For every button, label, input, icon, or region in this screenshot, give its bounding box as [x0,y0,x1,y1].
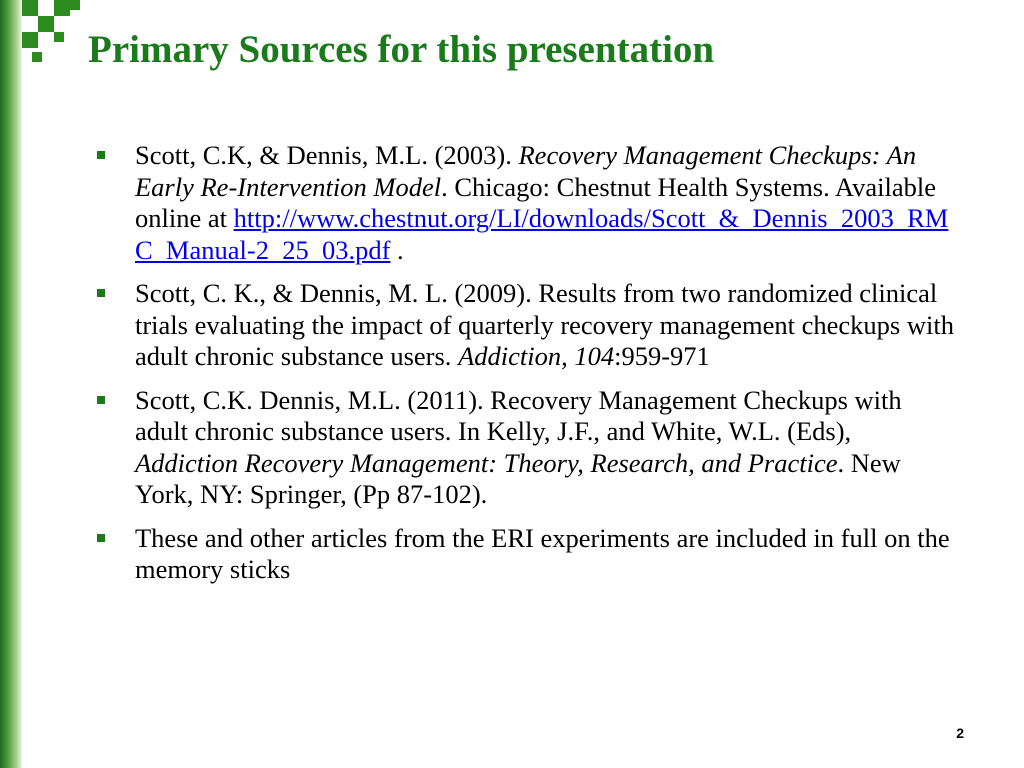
square-bullet-icon [97,151,105,159]
reference-text: Scott, C.K. Dennis, M.L. (2011). Recovery Management Checkups with adult chronic substance users. In Kelly, J.F., and White, W.L. (Eds), [135,384,902,446]
reference-text: . Chicago: Chestnut Health Systems. Available online at [135,171,936,233]
reference-book-title: Addiction Recovery Management: Theory, Research, and Practice [135,447,838,478]
reference-title: Recovery Management Checkups: An Early Re-Intervention Model [135,140,917,202]
reference-item [96,140,958,266]
reference-item [96,523,958,586]
reference-link[interactable]: http://www.chestnut.org/LI/downloads/Scott_&_Dennis_2003_RMC_Manual-2_25_03.pdf [135,203,949,265]
reference-item [96,385,958,511]
square-bullet-icon [97,289,105,297]
reference-text: Scott, C.K, & Dennis, M.L. (2003). [135,140,519,170]
square-bullet-icon [97,396,105,404]
reference-text: . [390,234,404,265]
reference-text: These and other articles from the ERI experiments are included in full on the memory sticks [135,522,950,584]
green-checkered-squares-icon [18,0,88,70]
reference-list [96,140,958,598]
reference-item [96,278,958,373]
reference-text: . New York, NY: Springer, (Pp 87-102). [135,447,901,509]
reference-journal: Addiction, 104 [458,341,615,371]
slide-title: Primary Sources for this presentation [88,28,715,71]
reference-text: Scott, C. K., & Dennis, M. L. (2009). Results from two randomized clinical trials evaluating the impact of quarterly recovery management checkups with adult chronic substance users. [135,278,954,371]
left-gradient-bar [0,0,22,768]
square-bullet-icon [97,534,105,542]
reference-text: :959-971 [614,341,710,371]
page-number: 2 [956,725,964,741]
